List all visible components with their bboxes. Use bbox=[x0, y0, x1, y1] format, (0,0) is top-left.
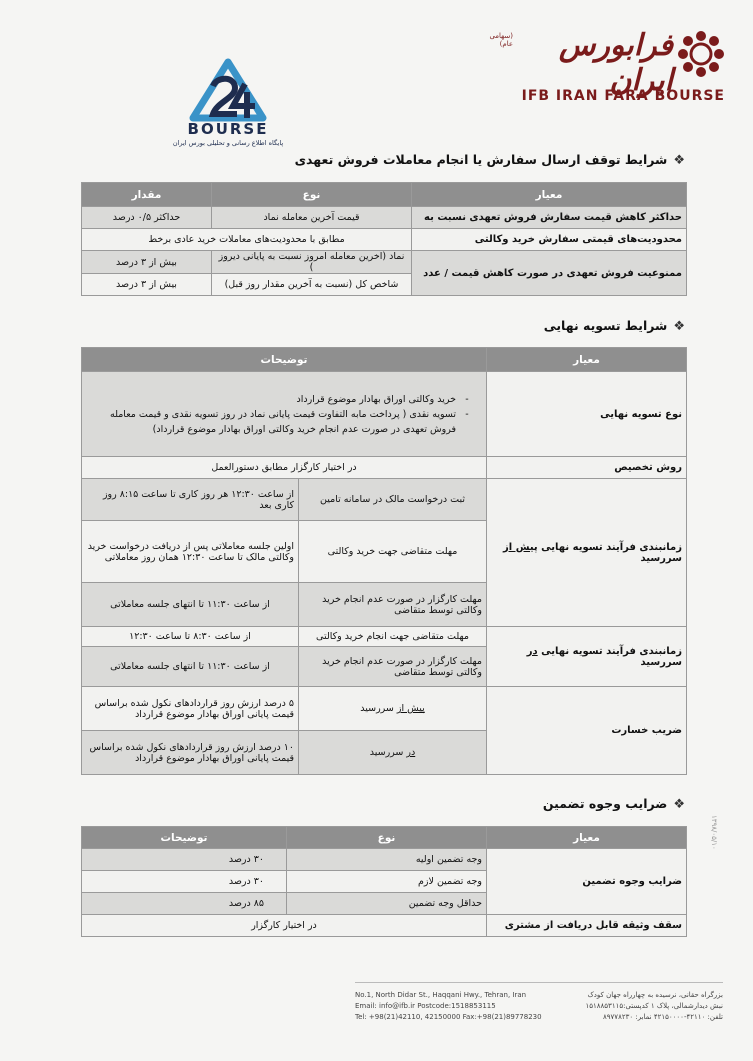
table-row bbox=[82, 479, 687, 521]
final-settlement-table bbox=[81, 347, 687, 775]
step-text: سررسید bbox=[369, 747, 407, 758]
table-row bbox=[82, 849, 687, 871]
table-header-row bbox=[82, 827, 687, 849]
type-cell: حداقل وجه تضمین bbox=[287, 893, 487, 915]
description-cell: در اختیار کارگزار مطابق دستورالعمل bbox=[82, 457, 487, 479]
bullet-dash: - bbox=[465, 408, 469, 420]
description-cell: ۵ درصد ارزش روز قراردادهای نکول شده براساس قیمت پایانی اوراق بهادار موضوع قرارداد bbox=[82, 687, 299, 731]
criterion-cell: سقف وثیقه قابل دریافت از مشتری bbox=[487, 915, 687, 937]
step-cell: ثبت درخواست مالک در سامانه تامین bbox=[299, 479, 487, 521]
bourse-logo-text: BOURSE bbox=[187, 120, 269, 138]
table-row bbox=[82, 251, 687, 274]
table-header-row bbox=[82, 183, 687, 207]
type-cell: شاخص کل (نسبت به آخرین مقدار روز قبل) bbox=[212, 274, 412, 296]
merged-cell: مطابق با محدودیت‌های معاملات خرید عادی برخط bbox=[82, 229, 412, 251]
criterion-text: سررسید bbox=[640, 552, 682, 564]
description-cell: در اختیار کارگزار bbox=[82, 915, 487, 937]
step-cell bbox=[299, 731, 487, 775]
time-cell: از ساعت ۸:۳۰ تا ساعت ۱۲:۳۰ bbox=[82, 627, 299, 647]
description-cell: ۳۰ درصد bbox=[82, 871, 287, 893]
step-cell bbox=[299, 687, 487, 731]
criterion-cell: ضریب خسارت bbox=[487, 687, 687, 775]
column-header: نوع bbox=[212, 183, 412, 207]
description-cell: ۳۰ درصد bbox=[82, 849, 287, 871]
ifb-logo-persian: فرابورس ایران bbox=[558, 28, 673, 98]
margin-coefficients-table bbox=[81, 826, 687, 937]
diamond-bullet-icon: ❖ bbox=[673, 153, 685, 168]
ifb-emblem-icon bbox=[677, 30, 725, 78]
footer-line: نبش دیدارشمالی، پلاک ۱ کدپستی:۱۵۱۸۸۵۳۱۱۵ bbox=[585, 1002, 723, 1010]
criterion-cell: ضرایب وجوه تضمین bbox=[487, 849, 687, 915]
criterion-cell bbox=[487, 479, 687, 627]
ifb-logo bbox=[489, 24, 725, 108]
footer-english-address bbox=[355, 990, 542, 1023]
footer-line: Tel: +98(21)42110, 42150000 Fax:+98(21)89778230 bbox=[355, 1013, 542, 1021]
column-header: نوع bbox=[287, 827, 487, 849]
ifb-logo-english: IFB IRAN FARA BOURSE bbox=[521, 88, 725, 104]
step-text: سررسید bbox=[360, 703, 397, 714]
section-title-text: شرایط توقف ارسال سفارش یا انجام معاملات فروش تعهدی bbox=[294, 152, 668, 167]
table-row bbox=[82, 915, 687, 937]
stop-conditions-table bbox=[81, 182, 687, 296]
criterion-cell: نوع تسویه نهایی bbox=[487, 372, 687, 457]
column-header: توضیحات bbox=[82, 348, 487, 372]
bullet-dash: - bbox=[465, 393, 469, 405]
step-cell: مهلت متقاضی جهت خرید وکالتی bbox=[299, 521, 487, 583]
column-header: معیار bbox=[487, 348, 687, 372]
table-row bbox=[82, 687, 687, 731]
type-cell: قیمت آخرین معامله نماد bbox=[212, 207, 412, 229]
bourse-logo-subtitle: پایگاه اطلاع رسانی و تحلیلی بورس ایران bbox=[172, 139, 284, 147]
section-title-stop-conditions bbox=[295, 152, 685, 168]
list-item bbox=[90, 407, 478, 437]
step-underlined: پیش از bbox=[396, 703, 425, 714]
list-item-text: تسویه نقدی ( پرداخت مابه التفاوت قیمت پایانی نماد در روز تسویه نقدی و قیمت معامله فروش تعهدی در صورت عدم انجام خرید وکالتی اوراق بهادار موضوع قرارداد) bbox=[109, 408, 456, 435]
footer-line: تلفن: ۴۲۱۱۰-۴۲۱۵۰۰۰۰ نمابر: ۸۹۷۷۸۲۳۰ bbox=[603, 1013, 723, 1021]
column-header: توضیحات bbox=[82, 827, 287, 849]
table-row bbox=[82, 229, 687, 251]
section-title-final-settlement bbox=[544, 318, 685, 334]
criterion-cell: ممنوعیت فروش تعهدی در صورت کاهش قیمت / عدد bbox=[412, 251, 687, 296]
footer-line: بزرگراه حقانی، نرسیده به چهارراه جهان کودک bbox=[587, 991, 723, 999]
footer-line: Email: info@ifb.ir Postcode:1518853115 bbox=[355, 1002, 496, 1010]
page-footer bbox=[355, 990, 723, 1030]
side-date-stamp: ۱۳۹۸/۰۵/۱۰ bbox=[710, 815, 718, 850]
ifb-logo-tag: (سهامی عام) bbox=[489, 32, 513, 48]
value-cell: بیش از ۳ درصد bbox=[82, 274, 212, 296]
description-cell: ۱۰ درصد ارزش روز قراردادهای نکول شده براساس قیمت پایانی اوراق بهادار موضوع قرارداد bbox=[82, 731, 299, 775]
criterion-cell: محدودیت‌های قیمتی سفارش خرید وکالتی bbox=[412, 229, 687, 251]
criterion-text: زمانبندی فرآیند تسویه نهایی bbox=[537, 541, 682, 553]
column-header: معیار bbox=[487, 827, 687, 849]
column-header: مقدار bbox=[82, 183, 212, 207]
type-cell: وجه تضمین اولیه bbox=[287, 849, 487, 871]
step-cell: مهلت متقاضی جهت انجام خرید وکالتی bbox=[299, 627, 487, 647]
criterion-cell: روش تخصیص bbox=[487, 457, 687, 479]
criterion-underlined: در bbox=[526, 645, 538, 657]
step-cell: مهلت کارگزار در صورت عدم انجام خرید وکالتی توسط متقاضی bbox=[299, 583, 487, 627]
footer-divider bbox=[355, 982, 723, 983]
bourse-logo-mark-icon bbox=[183, 58, 273, 124]
column-header: معیار bbox=[412, 183, 687, 207]
diamond-bullet-icon: ❖ bbox=[673, 319, 685, 334]
type-cell: وجه تضمین لازم bbox=[287, 871, 487, 893]
table-header-row bbox=[82, 348, 687, 372]
time-cell: از ساعت ۱۲:۳۰ هر روز کاری تا ساعت ۸:۱۵ روز کاری بعد bbox=[82, 479, 299, 521]
criterion-cell bbox=[487, 627, 687, 687]
criterion-text: سررسید bbox=[640, 656, 682, 668]
footer-line: No.1, North Didar St., Haqqani Hwy., Tehran, Iran bbox=[355, 991, 527, 999]
diamond-bullet-icon: ❖ bbox=[673, 797, 685, 812]
list-item bbox=[90, 392, 478, 407]
step-cell: مهلت کارگزار در صورت عدم انجام خرید وکالتی توسط متقاضی bbox=[299, 647, 487, 687]
description-cell bbox=[82, 372, 487, 457]
criterion-cell: حداکثر کاهش قیمت سفارش فروش تعهدی نسبت به bbox=[412, 207, 687, 229]
value-cell: بیش از ۳ درصد bbox=[82, 251, 212, 274]
section-title-margin-coefficients bbox=[543, 796, 685, 812]
type-cell: نماد (آخرین معامله امروز نسبت به پایانی دیروز ) bbox=[212, 251, 412, 274]
time-cell: اولین جلسه معاملاتی پس از دریافت درخواست خرید وکالتی مالک تا ساعت ۱۲:۳۰ همان روز معاملاتی bbox=[82, 521, 299, 583]
footer-persian-address bbox=[586, 990, 724, 1023]
bourse-logo bbox=[172, 58, 284, 150]
value-cell: حداکثر ۰/۵ درصد bbox=[82, 207, 212, 229]
table-row bbox=[82, 457, 687, 479]
criterion-text: زمانبندی فرآیند تسویه نهایی bbox=[537, 645, 682, 657]
section-title-text: ضرایب وجوه تضمین bbox=[542, 796, 668, 811]
table-row bbox=[82, 627, 687, 647]
list-item-text: خرید وکالتی اوراق بهادار موضوع قرارداد bbox=[296, 393, 456, 405]
description-cell: ۸۵ درصد bbox=[82, 893, 287, 915]
time-cell: از ساعت ۱۱:۳۰ تا انتهای جلسه معاملاتی bbox=[82, 647, 299, 687]
table-row bbox=[82, 372, 687, 457]
table-row bbox=[82, 207, 687, 229]
time-cell: از ساعت ۱۱:۳۰ تا انتهای جلسه معاملاتی bbox=[82, 583, 299, 627]
step-underlined: در bbox=[406, 747, 416, 758]
section-title-text: شرایط تسویه نهایی bbox=[543, 318, 668, 333]
criterion-underlined: پیش از bbox=[503, 541, 538, 553]
